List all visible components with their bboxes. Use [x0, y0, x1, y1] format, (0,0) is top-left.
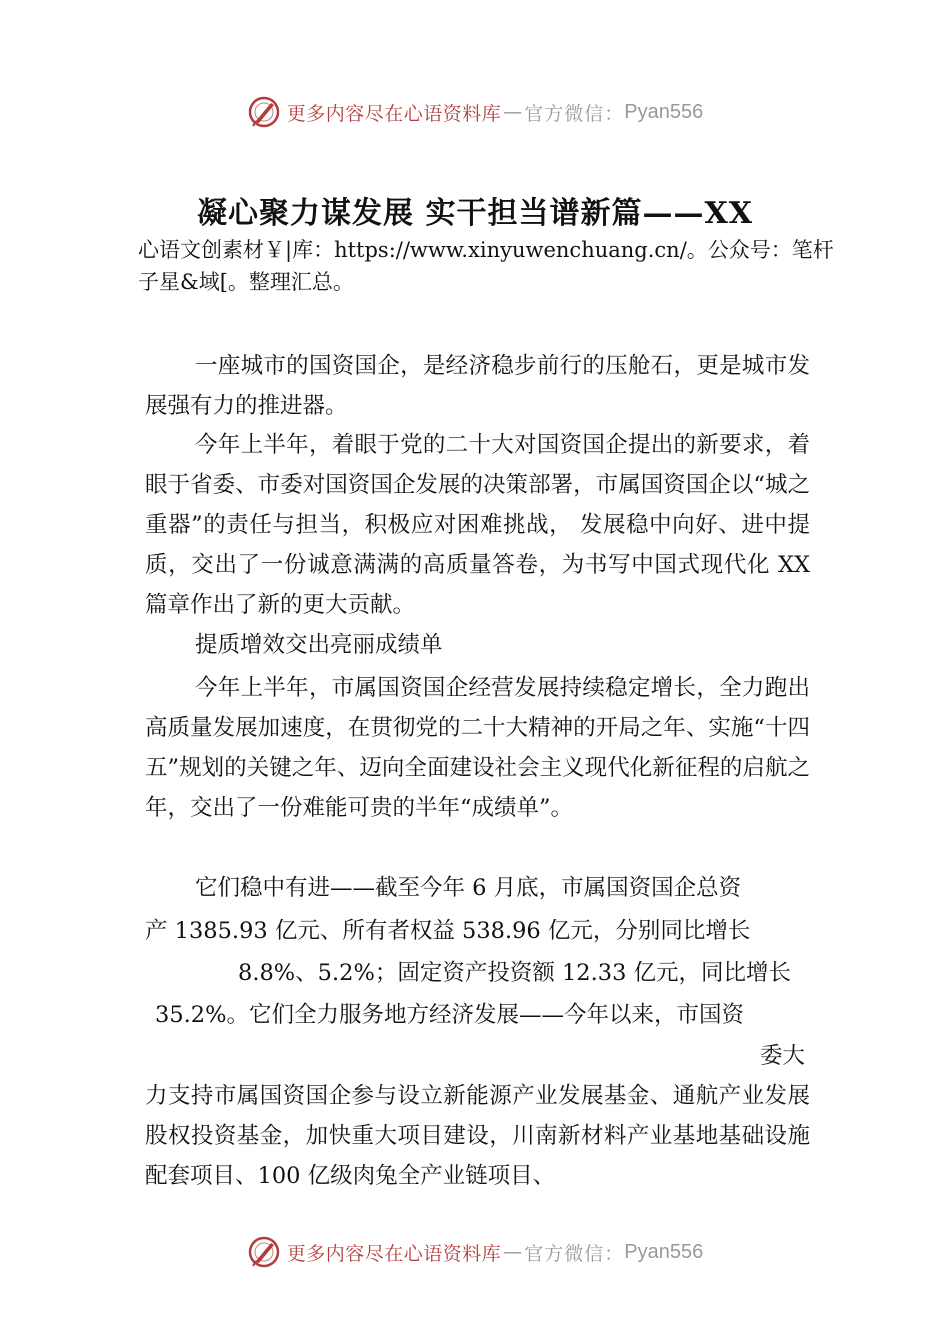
quill-pen-seal-icon	[247, 1235, 281, 1269]
banner-separator: —	[503, 101, 523, 123]
paragraph-figures-line: 委大	[760, 1043, 806, 1069]
paragraph-overview: 今年上半年，着眼于党的二十大对国资国企提出的新要求，着眼于省委、市委对国资国企发展的决策部署，市属国资国企以“城之重器”的责任与担当，积极应对困难挑战， 发展稳中向好、进中提质，交出了一份诚意满满的高质量答卷，为书写中国式现代化 XX 篇章作出了新的更大贡献。	[145, 432, 810, 618]
header-banner	[0, 92, 950, 132]
banner-wechat-id: Pyan556	[624, 100, 704, 123]
banner-separator: —	[503, 1241, 523, 1263]
paragraph-figures-line: 8.8%、5.2%；固定资产投资额 12.33 亿元，同比增长	[238, 960, 792, 986]
banner-text: 更多内容尽在心语资料库	[286, 102, 502, 125]
banner-wechat-label: 官方微信：	[524, 102, 625, 125]
footer-banner	[0, 1232, 950, 1272]
quill-pen-seal-icon	[247, 95, 281, 129]
paragraph-projects: 力支持市属国资国企参与设立新能源产业发展基金、通航产业发展股权投资基金，加快重大项目建设，川南新材料产业基地基础设施配套项目、100 亿级肉兔全产业链项目、	[145, 1083, 810, 1189]
document-title: 凝心聚力谋发展 实干担当谱新篇——XX	[197, 196, 753, 231]
paragraph-performance: 今年上半年，市属国资国企经营发展持续稳定增长，全力跑出高质量发展加速度，在贯彻党的二十大精神的开局之年、实施“十四五”规划的关键之年、迈向全面建设社会主义现代化新征程的启航之年，交出了一份难能可贵的半年“成绩单”。	[145, 675, 810, 821]
paragraph-figures-line: 它们稳中有进——截至今年 6 月底，市属国资国企总资	[195, 875, 742, 901]
paragraph-figures-line: 35.2%。它们全力服务地方经济发展——今年以来，市国资	[155, 1002, 744, 1028]
banner-text: 更多内容尽在心语资料库	[286, 1242, 502, 1265]
banner-wechat-id: Pyan556	[624, 1240, 704, 1263]
banner-wechat-label: 官方微信：	[524, 1242, 625, 1265]
paragraph-figures-line: 产 1385.93 亿元、所有者权益 538.96 亿元，分别同比增长	[145, 918, 751, 944]
source-line: 心语文创素材￥|库：https://www.xinyuwenchuang.cn/。公众号：笔杆子星&域[。整理汇总。	[138, 238, 834, 294]
section-subheading: 提质增效交出亮丽成绩单	[195, 632, 443, 658]
paragraph-intro: 一座城市的国资国企，是经济稳步前行的压舱石，更是城市发展强有力的推进器。	[145, 353, 810, 419]
